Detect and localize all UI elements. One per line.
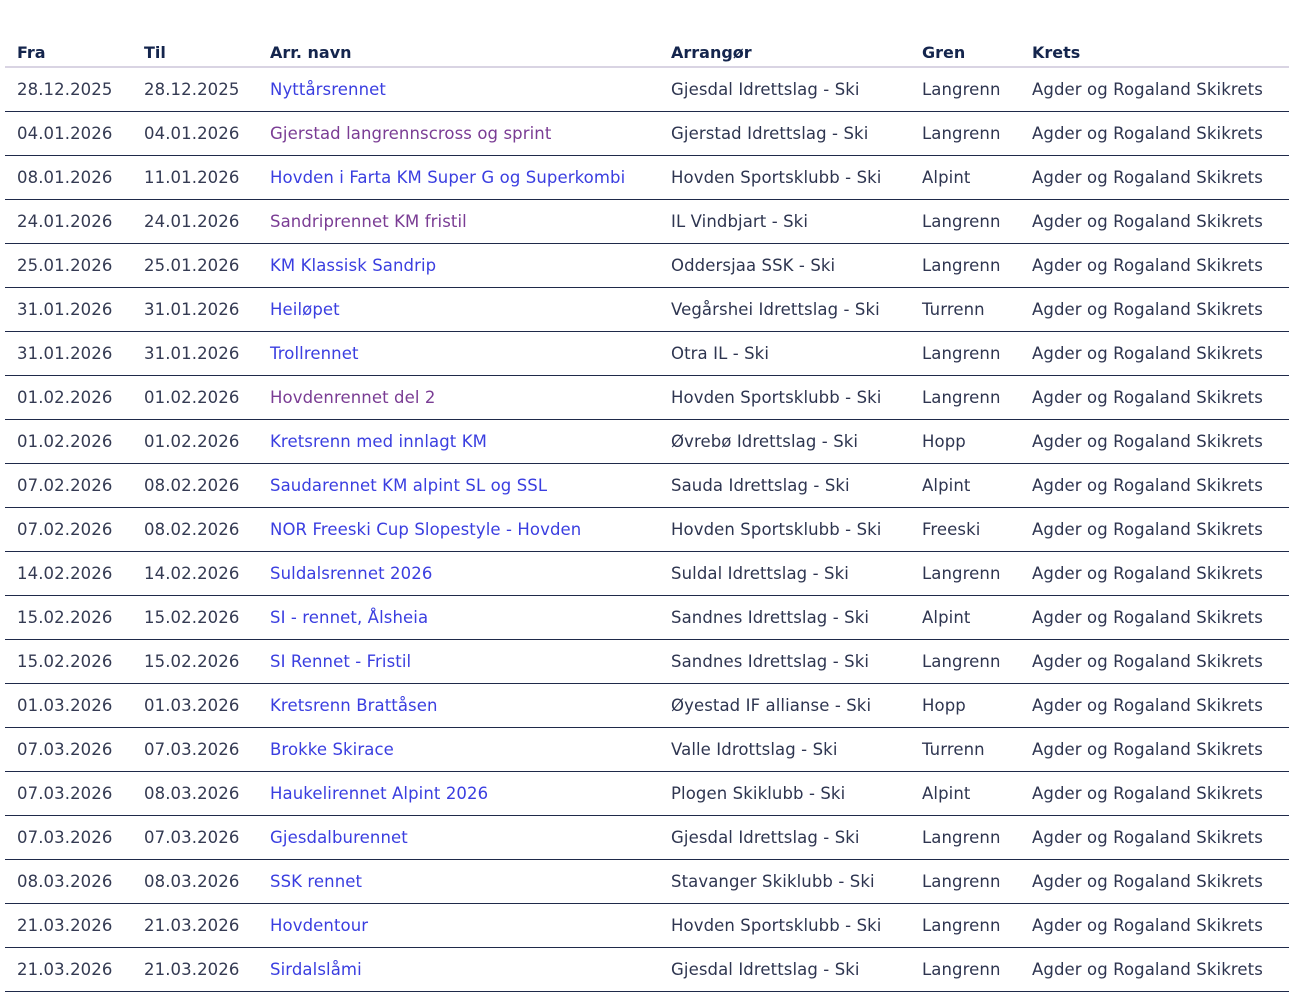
- cell-til-date: 07.03.2026: [132, 728, 258, 772]
- cell-arr-navn: [258, 640, 659, 684]
- cell-til-date: 21.03.2026: [132, 948, 258, 992]
- cell-gren: Hopp: [910, 420, 1020, 464]
- event-name-link[interactable]: Sirdalslåmi: [270, 960, 362, 979]
- cell-gren: Langrenn: [910, 200, 1020, 244]
- cell-krets: Agder og Rogaland Skikrets: [1020, 464, 1289, 508]
- cell-til-date: 31.01.2026: [132, 288, 258, 332]
- table-row: [5, 200, 1289, 244]
- table-row: [5, 508, 1289, 552]
- cell-krets: Agder og Rogaland Skikrets: [1020, 67, 1289, 112]
- cell-fra-date: 01.03.2026: [5, 684, 132, 728]
- cell-til-date: 15.02.2026: [132, 596, 258, 640]
- event-name-link[interactable]: Kretsrenn Brattåsen: [270, 696, 438, 715]
- event-name-link[interactable]: Saudarennet KM alpint SL og SSL: [270, 476, 548, 495]
- cell-fra-date: 15.02.2026: [5, 596, 132, 640]
- cell-krets: Agder og Rogaland Skikrets: [1020, 684, 1289, 728]
- cell-arr-navn: [258, 860, 659, 904]
- table-row: [5, 464, 1289, 508]
- cell-arrangor: Plogen Skiklubb - Ski: [659, 772, 910, 816]
- cell-arrangor: Gjerstad Idrettslag - Ski: [659, 112, 910, 156]
- cell-arr-navn: [258, 112, 659, 156]
- cell-gren: Alpint: [910, 156, 1020, 200]
- cell-til-date: 21.03.2026: [132, 904, 258, 948]
- column-header-arrangor[interactable]: Arrangør: [659, 28, 910, 67]
- cell-krets: Agder og Rogaland Skikrets: [1020, 288, 1289, 332]
- cell-arrangor: Gjesdal Idrettslag - Ski: [659, 816, 910, 860]
- cell-fra-date: 07.03.2026: [5, 728, 132, 772]
- cell-til-date: 01.02.2026: [132, 376, 258, 420]
- cell-til-date: 24.01.2026: [132, 200, 258, 244]
- table-row: [5, 948, 1289, 992]
- table-row: [5, 816, 1289, 860]
- cell-fra-date: 14.02.2026: [5, 552, 132, 596]
- header-row: [5, 28, 1289, 67]
- cell-til-date: 08.02.2026: [132, 464, 258, 508]
- column-header-krets[interactable]: Krets: [1020, 28, 1289, 67]
- cell-fra-date: 08.01.2026: [5, 156, 132, 200]
- cell-arr-navn: [258, 816, 659, 860]
- cell-arr-navn: [258, 420, 659, 464]
- cell-krets: Agder og Rogaland Skikrets: [1020, 948, 1289, 992]
- cell-til-date: 01.03.2026: [132, 684, 258, 728]
- table-row: [5, 596, 1289, 640]
- cell-arrangor: Sandnes Idrettslag - Ski: [659, 596, 910, 640]
- cell-arrangor: Hovden Sportsklubb - Ski: [659, 376, 910, 420]
- table-row: [5, 156, 1289, 200]
- table-row: [5, 244, 1289, 288]
- cell-arrangor: Hovden Sportsklubb - Ski: [659, 904, 910, 948]
- event-name-link[interactable]: Gjesdalburennet: [270, 828, 408, 847]
- events-table-container: [5, 28, 1289, 992]
- cell-gren: Langrenn: [910, 948, 1020, 992]
- event-name-link[interactable]: NOR Freeski Cup Slopestyle - Hovden: [270, 520, 582, 539]
- cell-arr-navn: [258, 67, 659, 112]
- cell-arrangor: Oddersjaa SSK - Ski: [659, 244, 910, 288]
- cell-arrangor: Hovden Sportsklubb - Ski: [659, 508, 910, 552]
- cell-arr-navn: [258, 772, 659, 816]
- event-name-link[interactable]: Haukelirennet Alpint 2026: [270, 784, 489, 803]
- table-row: [5, 112, 1289, 156]
- cell-arrangor: Valle Idrottslag - Ski: [659, 728, 910, 772]
- table-row: [5, 684, 1289, 728]
- cell-arrangor: Gjesdal Idrettslag - Ski: [659, 948, 910, 992]
- event-name-link[interactable]: Sandriprennet KM fristil: [270, 212, 467, 231]
- cell-krets: Agder og Rogaland Skikrets: [1020, 376, 1289, 420]
- event-name-link[interactable]: SI Rennet - Fristil: [270, 652, 412, 671]
- cell-fra-date: 25.01.2026: [5, 244, 132, 288]
- cell-gren: Langrenn: [910, 332, 1020, 376]
- cell-arrangor: Vegårshei Idrettslag - Ski: [659, 288, 910, 332]
- cell-gren: Langrenn: [910, 904, 1020, 948]
- cell-arr-navn: [258, 596, 659, 640]
- cell-arr-navn: [258, 156, 659, 200]
- cell-til-date: 28.12.2025: [132, 67, 258, 112]
- cell-gren: Langrenn: [910, 244, 1020, 288]
- cell-krets: Agder og Rogaland Skikrets: [1020, 156, 1289, 200]
- cell-arrangor: Stavanger Skiklubb - Ski: [659, 860, 910, 904]
- cell-fra-date: 04.01.2026: [5, 112, 132, 156]
- event-name-link[interactable]: KM Klassisk Sandrip: [270, 256, 437, 275]
- event-name-link[interactable]: Heiløpet: [270, 300, 340, 319]
- cell-fra-date: 31.01.2026: [5, 332, 132, 376]
- cell-arr-navn: [258, 904, 659, 948]
- cell-til-date: 31.01.2026: [132, 332, 258, 376]
- cell-arrangor: Øyestad IF allianse - Ski: [659, 684, 910, 728]
- cell-arrangor: Sauda Idrettslag - Ski: [659, 464, 910, 508]
- table-row: [5, 772, 1289, 816]
- table-row: [5, 288, 1289, 332]
- cell-fra-date: 31.01.2026: [5, 288, 132, 332]
- cell-fra-date: 15.02.2026: [5, 640, 132, 684]
- table-row: [5, 67, 1289, 112]
- cell-krets: Agder og Rogaland Skikrets: [1020, 640, 1289, 684]
- cell-til-date: 14.02.2026: [132, 552, 258, 596]
- cell-fra-date: 07.02.2026: [5, 464, 132, 508]
- event-name-link[interactable]: Suldalsrennet 2026: [270, 564, 433, 583]
- table-row: [5, 332, 1289, 376]
- events-table: [5, 28, 1289, 992]
- cell-arrangor: Øvrebø Idrettslag - Ski: [659, 420, 910, 464]
- event-name-link[interactable]: Kretsrenn med innlagt KM: [270, 432, 487, 451]
- cell-til-date: 04.01.2026: [132, 112, 258, 156]
- cell-til-date: 15.02.2026: [132, 640, 258, 684]
- cell-til-date: 11.01.2026: [132, 156, 258, 200]
- cell-gren: Alpint: [910, 772, 1020, 816]
- cell-til-date: 08.03.2026: [132, 860, 258, 904]
- cell-arr-navn: [258, 288, 659, 332]
- event-name-link[interactable]: Hovden i Farta KM Super G og Superkombi: [270, 168, 626, 187]
- cell-gren: Freeski: [910, 508, 1020, 552]
- table-row: [5, 860, 1289, 904]
- cell-arr-navn: [258, 376, 659, 420]
- cell-arr-navn: [258, 332, 659, 376]
- cell-gren: Hopp: [910, 684, 1020, 728]
- cell-arr-navn: [258, 552, 659, 596]
- table-row: [5, 420, 1289, 464]
- event-name-link[interactable]: SSK rennet: [270, 872, 363, 891]
- cell-fra-date: 01.02.2026: [5, 376, 132, 420]
- cell-fra-date: 07.02.2026: [5, 508, 132, 552]
- event-name-link[interactable]: Hovdenrennet del 2: [270, 388, 436, 407]
- cell-gren: Langrenn: [910, 112, 1020, 156]
- cell-arrangor: Gjesdal Idrettslag - Ski: [659, 67, 910, 112]
- cell-til-date: 25.01.2026: [132, 244, 258, 288]
- cell-arr-navn: [258, 244, 659, 288]
- cell-til-date: 01.02.2026: [132, 420, 258, 464]
- cell-til-date: 08.02.2026: [132, 508, 258, 552]
- column-header-gren[interactable]: Gren: [910, 28, 1020, 67]
- event-name-link[interactable]: Trollrennet: [270, 344, 359, 363]
- table-body: [5, 67, 1289, 992]
- cell-arr-navn: [258, 948, 659, 992]
- cell-gren: Turrenn: [910, 728, 1020, 772]
- cell-arrangor: Otra IL - Ski: [659, 332, 910, 376]
- cell-krets: Agder og Rogaland Skikrets: [1020, 816, 1289, 860]
- cell-gren: Langrenn: [910, 376, 1020, 420]
- column-header-til[interactable]: Til: [132, 28, 258, 67]
- cell-arrangor: IL Vindbjart - Ski: [659, 200, 910, 244]
- event-name-link[interactable]: Nyttårsrennet: [270, 80, 386, 99]
- cell-fra-date: 07.03.2026: [5, 772, 132, 816]
- event-name-link[interactable]: Hovdentour: [270, 916, 369, 935]
- cell-krets: Agder og Rogaland Skikrets: [1020, 112, 1289, 156]
- cell-krets: Agder og Rogaland Skikrets: [1020, 508, 1289, 552]
- cell-arr-navn: [258, 200, 659, 244]
- cell-arr-navn: [258, 728, 659, 772]
- cell-krets: Agder og Rogaland Skikrets: [1020, 860, 1289, 904]
- cell-gren: Langrenn: [910, 552, 1020, 596]
- cell-fra-date: 21.03.2026: [5, 948, 132, 992]
- cell-fra-date: 08.03.2026: [5, 860, 132, 904]
- cell-fra-date: 01.02.2026: [5, 420, 132, 464]
- cell-krets: Agder og Rogaland Skikrets: [1020, 552, 1289, 596]
- cell-arr-navn: [258, 684, 659, 728]
- cell-til-date: 08.03.2026: [132, 772, 258, 816]
- cell-gren: Langrenn: [910, 640, 1020, 684]
- cell-arr-navn: [258, 464, 659, 508]
- cell-krets: Agder og Rogaland Skikrets: [1020, 200, 1289, 244]
- cell-krets: Agder og Rogaland Skikrets: [1020, 244, 1289, 288]
- cell-krets: Agder og Rogaland Skikrets: [1020, 904, 1289, 948]
- table-row: [5, 552, 1289, 596]
- table-row: [5, 904, 1289, 948]
- cell-fra-date: 07.03.2026: [5, 816, 132, 860]
- event-name-link[interactable]: Brokke Skirace: [270, 740, 394, 759]
- cell-krets: Agder og Rogaland Skikrets: [1020, 420, 1289, 464]
- cell-gren: Langrenn: [910, 860, 1020, 904]
- event-name-link[interactable]: Gjerstad langrennscross og sprint: [270, 124, 552, 143]
- cell-krets: Agder og Rogaland Skikrets: [1020, 728, 1289, 772]
- cell-gren: Alpint: [910, 464, 1020, 508]
- table-header: [5, 28, 1289, 67]
- cell-fra-date: 24.01.2026: [5, 200, 132, 244]
- cell-gren: Turrenn: [910, 288, 1020, 332]
- cell-arrangor: Sandnes Idrettslag - Ski: [659, 640, 910, 684]
- cell-krets: Agder og Rogaland Skikrets: [1020, 332, 1289, 376]
- column-header-arr-navn[interactable]: Arr. navn: [258, 28, 659, 67]
- column-header-fra[interactable]: Fra: [5, 28, 132, 67]
- cell-gren: Alpint: [910, 596, 1020, 640]
- cell-fra-date: 28.12.2025: [5, 67, 132, 112]
- cell-krets: Agder og Rogaland Skikrets: [1020, 596, 1289, 640]
- cell-gren: Langrenn: [910, 816, 1020, 860]
- table-row: [5, 376, 1289, 420]
- cell-arrangor: Hovden Sportsklubb - Ski: [659, 156, 910, 200]
- cell-til-date: 07.03.2026: [132, 816, 258, 860]
- event-name-link[interactable]: SI - rennet, Ålsheia: [270, 608, 429, 627]
- table-row: [5, 728, 1289, 772]
- cell-fra-date: 21.03.2026: [5, 904, 132, 948]
- cell-arr-navn: [258, 508, 659, 552]
- table-row: [5, 640, 1289, 684]
- cell-arrangor: Suldal Idrettslag - Ski: [659, 552, 910, 596]
- cell-krets: Agder og Rogaland Skikrets: [1020, 772, 1289, 816]
- cell-gren: Langrenn: [910, 67, 1020, 112]
